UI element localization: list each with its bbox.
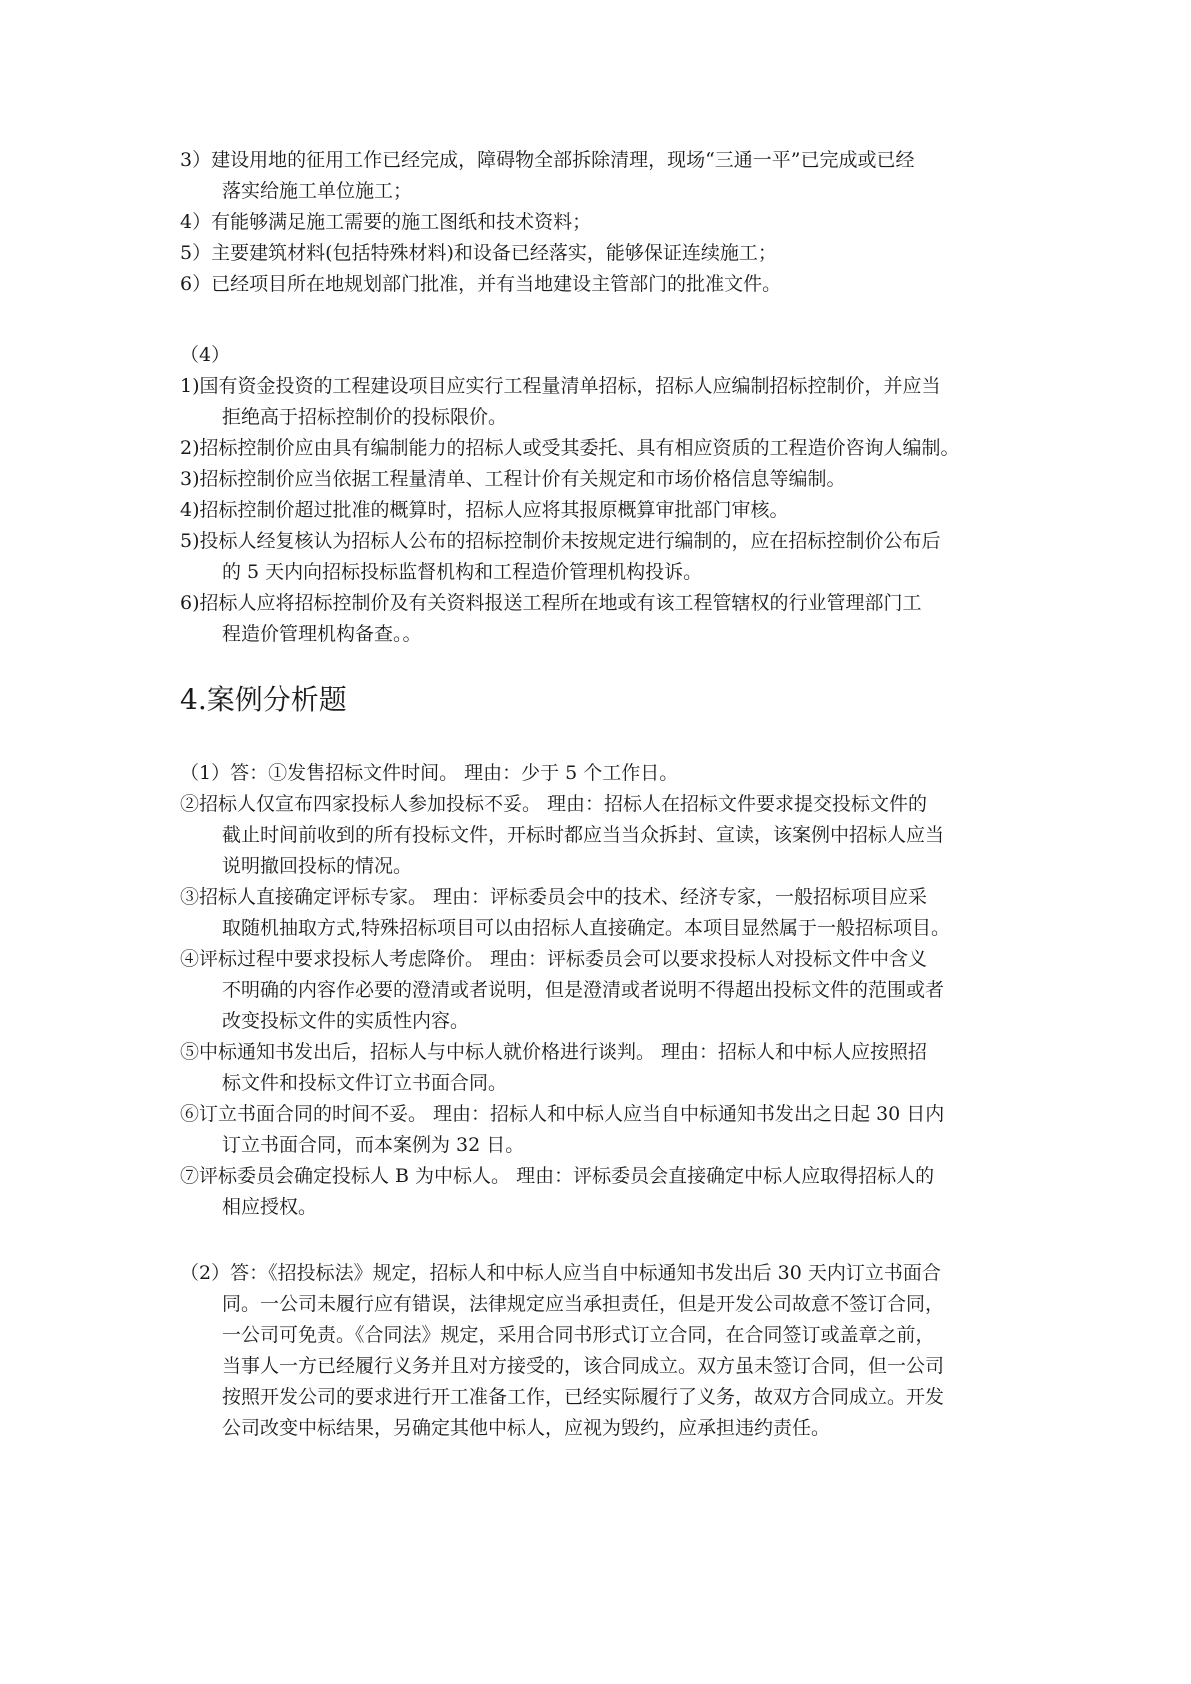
- text-line: 4）有能够满足施工需要的施工图纸和技术资料；: [180, 211, 592, 233]
- text-line: 6）已经项目所在地规划部门批准，并有当地建设主管部门的批准文件。: [180, 273, 782, 295]
- text-line: 4)招标控制价超过批准的概算时，招标人应将其报原概算审批部门审核。: [180, 499, 789, 521]
- text-line: ②招标人仅宣布四家投标人参加投标不妥。 理由：招标人在招标文件要求提交投标文件的: [180, 793, 928, 815]
- text-line: ③招标人直接确定评标专家。 理由：评标委员会中的技术、经济专家，一般招标项目应采: [180, 886, 928, 908]
- text-line: ⑦评标委员会确定投标人 B 为中标人。 理由：评标委员会直接确定中标人应取得招标人的: [180, 1165, 935, 1187]
- text-line: 改变投标文件的实质性内容。: [222, 1010, 470, 1032]
- text-line: 落实给施工单位施工；: [222, 180, 413, 202]
- text-line: 程造价管理机构备查。。: [222, 623, 422, 645]
- text-line: （2）答：《招投标法》规定，招标人和中标人应当自中标通知书发出后 30 天内订立书面合: [180, 1262, 941, 1284]
- text-line: 截止时间前收到的所有投标文件，开标时都应当当众拆封、宣读，该案例中招标人应当: [222, 824, 945, 846]
- section-heading: 4.案例分析题: [180, 683, 347, 716]
- text-line: 3)招标控制价应当依据工程量清单、工程计价有关规定和市场价格信息等编制。: [180, 468, 846, 490]
- section-number: （4）: [180, 344, 231, 366]
- tender-control-price-answer: [180, 340, 1040, 650]
- text-line: 相应授权。: [222, 1196, 318, 1218]
- text-line: 说明撤回投标的情况。: [222, 855, 413, 877]
- text-line: 5）主要建筑材料(包括特殊材料)和设备已经落实，能够保证连续施工；: [180, 242, 777, 264]
- text-line: 5)投标人经复核认为招标人公布的招标控制价未按规定进行编制的，应在招标控制价公布后: [180, 530, 941, 552]
- text-line: 取随机抽取方式,特殊招标项目可以由招标人直接确定。本项目显然属于一般招标项目。: [222, 917, 951, 939]
- text-line: ⑥订立书面合同的时间不妥。 理由：招标人和中标人应当自中标通知书发出之日起 30 日内: [180, 1103, 945, 1125]
- text-line: 的 5 天内向招标投标监督机构和工程造价管理机构投诉。: [222, 561, 703, 583]
- text-line: 拒绝高于招标控制价的投标限价。: [222, 406, 508, 428]
- text-line: 公司改变中标结果，另确定其他中标人，应视为毁约，应承担违约责任。: [222, 1417, 831, 1439]
- text-line: 订立书面合同，而本案例为 32 日。: [222, 1134, 525, 1156]
- text-line: 当事人一方已经履行义务并且对方接受的，该合同成立。双方虽未签订合同，但一公司: [222, 1355, 945, 1377]
- text-line: 标文件和投标文件订立书面合同。: [222, 1072, 508, 1094]
- text-line: 3）建设用地的征用工作已经完成，障碍物全部拆除清理，现场“三通一平”已完成或已经: [180, 149, 915, 171]
- text-line: ⑤中标通知书发出后，招标人与中标人就价格进行谈判。 理由：招标人和中标人应按照招: [180, 1041, 928, 1063]
- text-line: ④评标过程中要求投标人考虑降价。 理由：评标委员会可以要求投标人对投标文件中含义: [180, 948, 928, 970]
- case-analysis-answer-2: [180, 1258, 1040, 1444]
- text-line: 不明确的内容作必要的澄清或者说明，但是澄清或者说明不得超出投标文件的范围或者: [222, 979, 945, 1001]
- text-line: 按照开发公司的要求进行开工准备工作，已经实际履行了义务，故双方合同成立。开发: [222, 1386, 945, 1408]
- text-line: 6)招标人应将招标控制价及有关资料报送工程所在地或有该工程管辖权的行业管理部门工: [180, 592, 922, 614]
- text-line: 2)招标控制价应由具有编制能力的招标人或受其委托、具有相应资质的工程造价咨询人编制。: [180, 437, 960, 459]
- construction-conditions-list: [180, 145, 1040, 300]
- text-line: 同。一公司未履行应有错误，法律规定应当承担责任，但是开发公司故意不签订合同，: [222, 1293, 945, 1315]
- text-line: （1）答：①发售招标文件时间。 理由：少于 5 个工作日。: [180, 762, 679, 784]
- text-line: 一公司可免责。《合同法》规定，采用合同书形式订立合同，在合同签订或盖章之前，: [222, 1324, 935, 1346]
- case-analysis-answer-1: [180, 758, 1040, 1223]
- text-line: 1)国有资金投资的工程建设项目应实行工程量清单招标，招标人应编制招标控制价，并应当: [180, 375, 941, 397]
